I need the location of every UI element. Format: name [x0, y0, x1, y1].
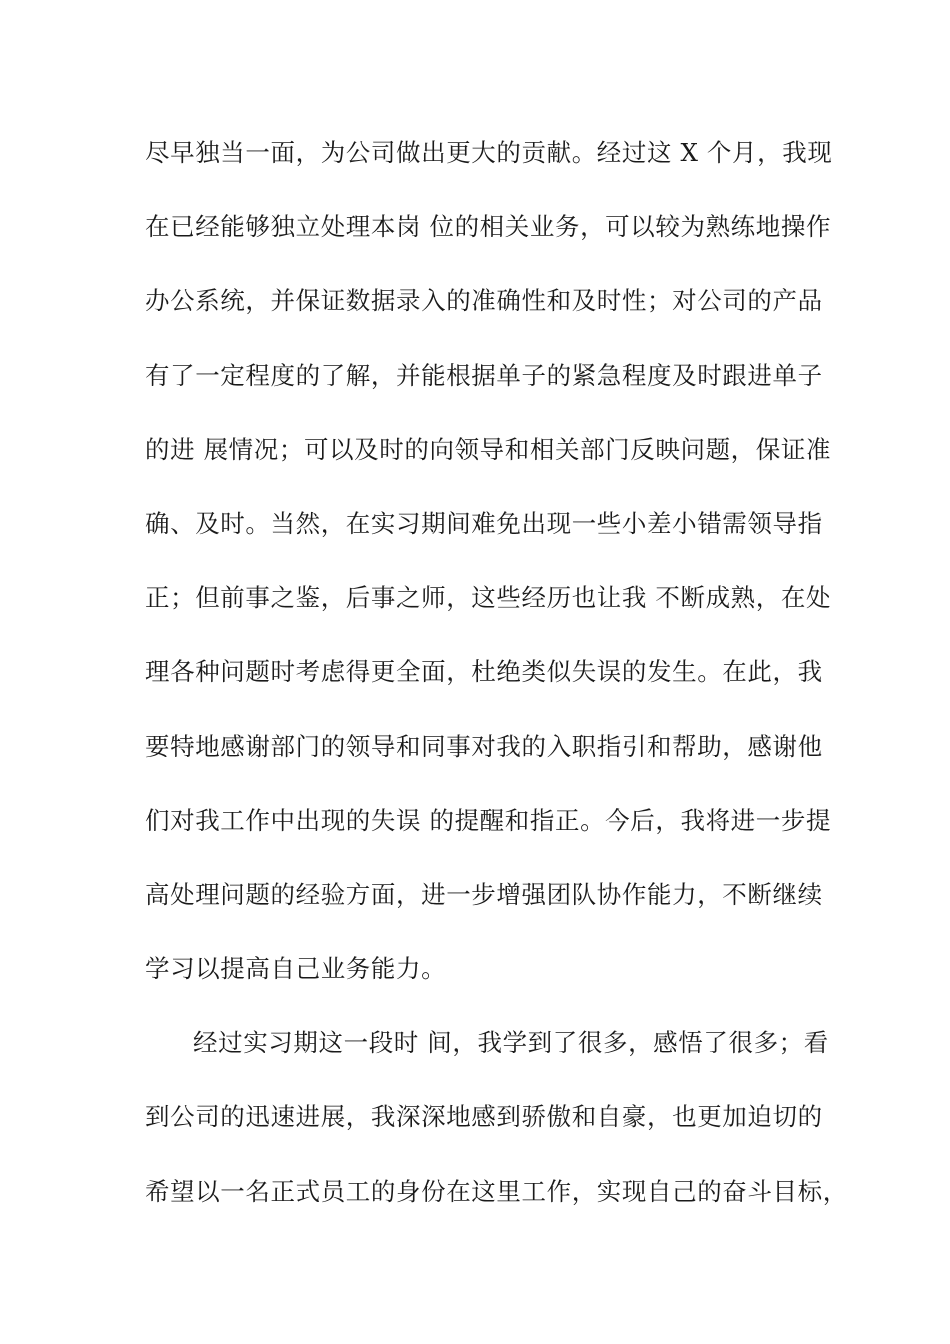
text-line: 尽早独当一面，为公司做出更大的贡献。经过这 X 个月，我现 [145, 138, 833, 167]
text-line: 到公司的迅速进展，我深深地感到骄傲和自豪，也更加迫切的 [145, 1102, 823, 1132]
text-line: 正；但前事之鉴，后事之师，这些经历也让我 不断成熟，在处 [145, 583, 832, 613]
text-line: 在已经能够独立处理本岗 位的相关业务，可以较为熟练地操作 [145, 212, 832, 242]
text-line: 有了一定程度的了解，并能根据单子的紧急程度及时跟进单子 [145, 360, 823, 390]
paragraph-start-line: 经过实习期这一段时 间，我学到了很多，感悟了很多；看 [193, 1028, 829, 1058]
text-line: 学习以提高自己业务能力。 [145, 954, 447, 984]
text-line: 的进 展情况；可以及时的向领导和相关部门反映问题，保证准 [145, 434, 832, 464]
text-line: 理各种问题时考虑得更全面，杜绝类似失误的发生。在此，我 [145, 657, 823, 687]
text-line: 希望以一名正式员工的身份在这里工作，实现自己的奋斗目标， [145, 1176, 848, 1206]
text-line: 们对我工作中出现的失误 的提醒和指正。今后，我将进一步提 [145, 805, 832, 835]
text-line: 确、及时。当然，在实习期间难免出现一些小差小错需领导指 [145, 508, 823, 538]
text-line: 办公系统，并保证数据录入的准确性和及时性；对公司的产品 [145, 286, 823, 316]
text-line: 高处理问题的经验方面，进一步增强团队协作能力，不断继续 [145, 879, 823, 909]
text-line: 要特地感谢部门的领导和同事对我的入职指引和帮助，感谢他 [145, 731, 823, 761]
body-text [145, 126, 848, 1239]
